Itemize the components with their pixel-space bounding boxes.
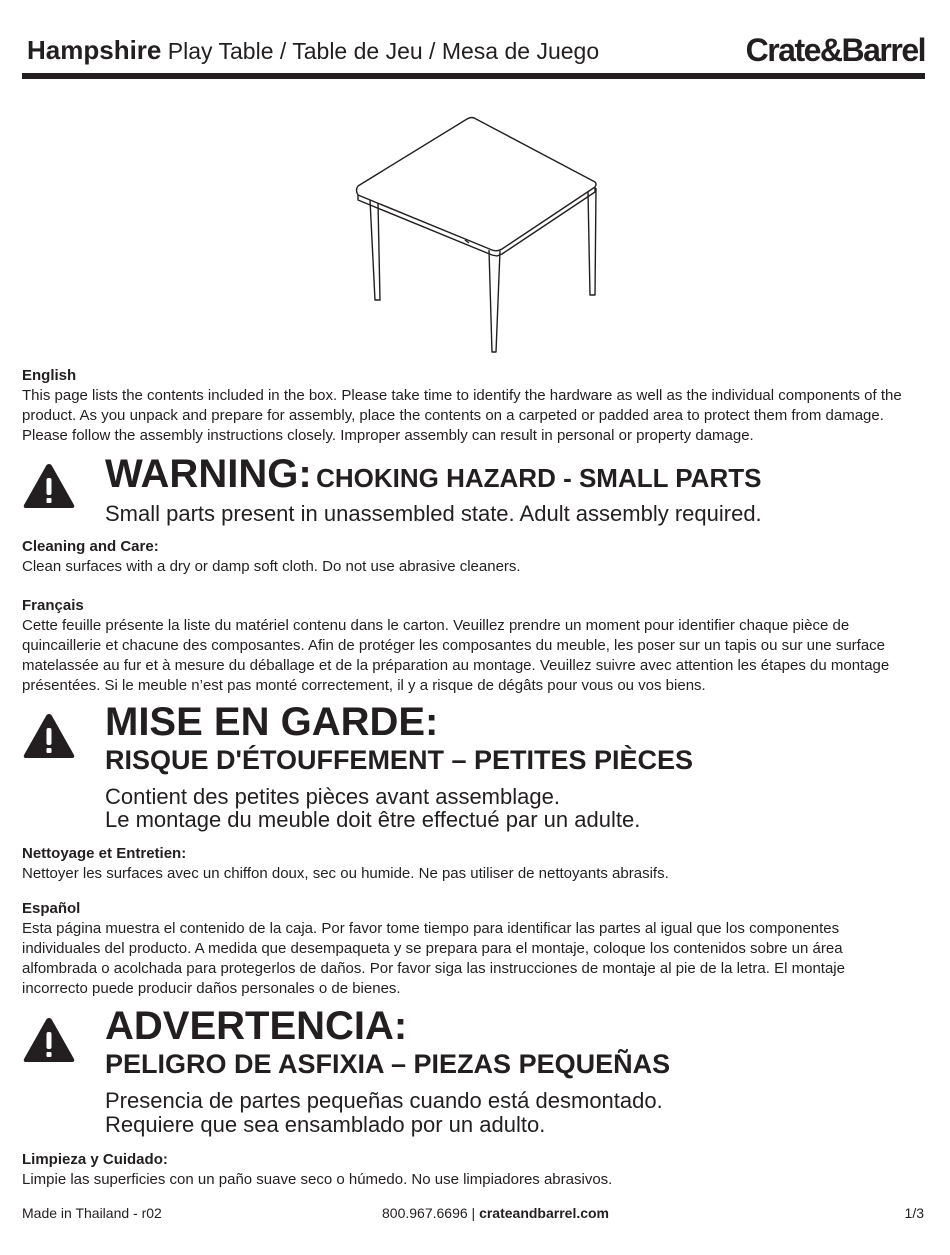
footer-contact (382, 1205, 609, 1221)
spanish-intro: Esta página muestra el contenido de la caja. Por favor tome tiempo para identificar las partes al igual que los componentes individuales del producto. A medida que desempaqueta y se prepara para el montaje, coloque los contenidos sobre un área alfombrada o acolchada para protegerlos de daños. Por favor siga las instrucciones de montaje al pie de la letra. El montaje incorrecto puede producir daños personales o de bienes. (22, 920, 845, 997)
spanish-care-text: Limpie las superficies con un paño suave seco o húmedo. No use limpiadores abrasivos. (22, 1171, 613, 1188)
warning-triangle-icon (22, 1016, 76, 1064)
footer-separator: | (471, 1205, 476, 1221)
english-warning-text: Small parts present in unassembled state. Adult assembly required. (105, 501, 762, 526)
spanish-heading: Español (22, 900, 81, 917)
page-title (27, 35, 599, 66)
english-care-text: Clean surfaces with a dry or damp soft cloth. Do not use abrasive cleaners. (22, 558, 521, 575)
french-care-text: Nettoyer les surfaces avec un chiffon doux, sec ou humide. Ne pas utiliser de nettoyants abrasifs. (22, 865, 669, 882)
french-care-heading: Nettoyage et Entretien: (22, 845, 187, 862)
french-heading: Français (22, 597, 84, 614)
english-warning-hazard: CHOKING HAZARD - SMALL PARTS (316, 463, 762, 493)
spanish-care-heading: Limpieza y Cuidado: (22, 1151, 168, 1168)
footer-website-link[interactable]: crateandbarrel.com (479, 1205, 610, 1221)
spanish-warning-word: ADVERTENCIA: (105, 1004, 408, 1048)
french-warning-text-2: Le montage du meuble doit être effectué par un adulte. (105, 807, 641, 832)
product-subtitle: Play Table / Table de Jeu / Mesa de Juego (167, 38, 600, 64)
product-name: Hampshire (27, 35, 162, 65)
footer-origin: Made in Thailand - r02 (22, 1205, 162, 1221)
page-number: 1/3 (904, 1205, 924, 1221)
brand-logo: Crate&Barrel (745, 32, 925, 68)
spanish-warning-text-2: Requiere que sea ensamblado por un adulto. (105, 1112, 546, 1137)
spanish-warning-hazard: PELIGRO DE ASFIXIA – PIEZAS PEQUEÑAS (105, 1049, 671, 1079)
english-warning-title (105, 452, 761, 497)
warning-triangle-icon (22, 462, 76, 510)
french-warning-word: MISE EN GARDE: (105, 700, 439, 744)
footer-phone: 800.967.6696 (382, 1205, 468, 1221)
english-heading: English (22, 367, 77, 384)
page-header (27, 30, 925, 70)
spanish-warning-text-1: Presencia de partes pequeñas cuando está desmontado. (105, 1088, 663, 1113)
play-table-icon (345, 110, 615, 360)
french-warning-text-1: Contient des petites pièces avant assemblage. (105, 784, 560, 809)
english-care-heading: Cleaning and Care: (22, 538, 159, 555)
header-rule (22, 73, 925, 79)
french-warning-hazard: RISQUE D'ÉTOUFFEMENT – PETITES PIÈCES (105, 745, 694, 775)
french-intro: Cette feuille présente la liste du matériel contenu dans le carton. Veuillez prendre un moment pour identifier chaque pièce de quincaillerie et chacune des composantes. Afin de protéger les composantes du meuble, les poser sur un tapis ou sur une surface matelassée au fur et à mesure du déballage et de la préparation au montage. Veuillez suivre avec attention les étapes du montage présentées. Si le meuble n’est pas monté correctement, il y a risque de dégâts pour vous ou vos biens. (22, 617, 890, 694)
english-warning-word: WARNING: (105, 452, 312, 496)
english-intro: This page lists the contents included in the box. Please take time to identify the hardware as well as the individual components of the product. As you unpack and prepare for assembly, place the contents on a carpeted or padded area to protect them from damage. Please follow the assembly instructions closely. Improper assembly can result in personal or property damage. (22, 387, 902, 444)
warning-triangle-icon (22, 712, 76, 760)
